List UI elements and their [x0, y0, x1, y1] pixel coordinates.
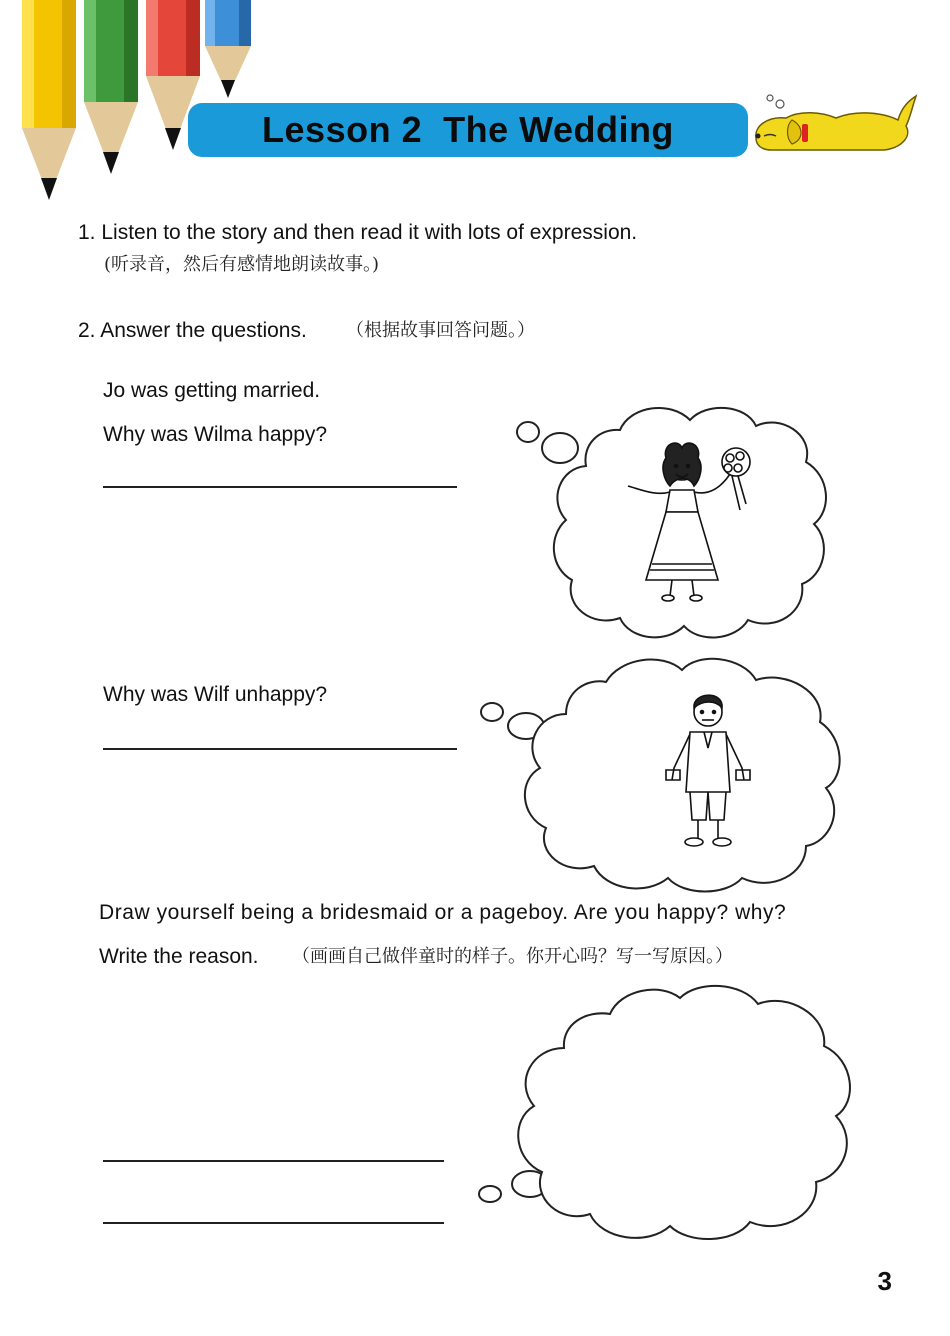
yellow-pencil-icon: [22, 0, 76, 200]
drawing-thought-bubble[interactable]: [470, 980, 880, 1246]
task3-instruction: Draw yourself being a bridesmaid or a pageboy. Are you happy? why?: [99, 901, 787, 924]
blue-pencil-icon: [205, 0, 251, 98]
answer-line-2[interactable]: [103, 748, 457, 750]
question-2: Why was Wilf unhappy?: [103, 683, 328, 706]
task3-write-reason: Write the reason.: [99, 945, 259, 968]
task1-translation: (听录音，然后有感情地朗读故事。): [104, 254, 380, 275]
lesson-title: Lesson 2 The Wedding: [262, 109, 674, 150]
answer-line-1[interactable]: [103, 486, 457, 488]
green-pencil-icon: [84, 0, 138, 174]
task3-translation: （画画自己做伴童时的样子。你开心吗？写一写原因。）: [292, 946, 733, 967]
task2-instruction: 2. Answer the questions.: [78, 319, 307, 342]
answer-line-3[interactable]: [103, 1160, 444, 1162]
answer-line-4[interactable]: [103, 1222, 444, 1224]
task2-translation: （根据故事回答问题。）: [346, 320, 535, 341]
sleeping-dog-icon: [752, 92, 920, 158]
story-intro: Jo was getting married.: [103, 379, 321, 402]
title-banner: [188, 103, 748, 157]
task1-instruction: 1. Listen to the story and then read it with lots of expression.: [78, 221, 638, 244]
question-1: Why was Wilma happy?: [103, 423, 328, 446]
page-number: 3: [877, 1266, 892, 1296]
thought-bubble-wilf: [476, 652, 871, 897]
thought-bubble-wilma: [510, 400, 840, 645]
